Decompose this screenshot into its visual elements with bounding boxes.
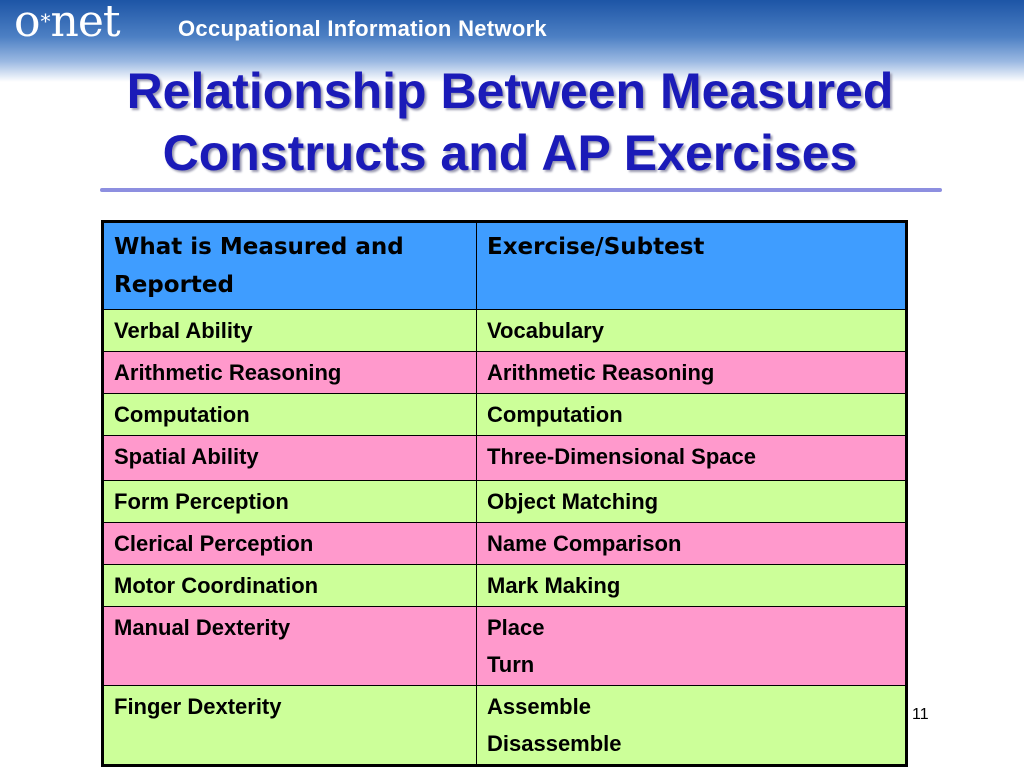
cell-measured: Spatial Ability [103,436,477,481]
cell-exercise [477,481,907,523]
column-header-measured: What is Measured and Reported [103,222,477,310]
constructs-table-container [101,220,905,767]
cell-exercise [477,310,907,352]
exercise-item: Object Matching [487,489,659,514]
cell-exercise [477,607,907,686]
slide-title [40,60,980,184]
table-row [103,310,907,352]
org-name: Occupational Information Network [178,16,547,41]
slide-title-line-1: Relationship Between Measured [126,63,894,119]
exercise-item: Assemble [487,694,591,719]
table-header-row [103,222,907,310]
table-row [103,481,907,523]
cell-exercise [477,565,907,607]
cell-measured: Finger Dexterity [103,686,477,766]
cell-measured: Arithmetic Reasoning [103,352,477,394]
cell-measured: Form Perception [103,481,477,523]
exercise-item: Vocabulary [487,318,604,343]
onet-logo [14,0,120,47]
logo-star-icon: * [40,8,50,33]
exercise-item: Computation [487,402,623,427]
cell-measured: Computation [103,394,477,436]
table-row [103,686,907,766]
table-row [103,394,907,436]
exercise-item: Mark Making [487,573,621,598]
cell-exercise [477,523,907,565]
exercise-item: Place [487,615,545,640]
title-underline [100,188,942,192]
table-row [103,352,907,394]
exercise-item: Disassemble [487,731,622,756]
constructs-table [101,220,908,767]
logo-text-net: net [50,0,120,47]
logo-text-o: o [14,0,40,47]
cell-exercise [477,352,907,394]
slide-title-line-2: Constructs and AP Exercises [162,125,858,181]
exercise-item: Three-Dimensional Space [487,444,756,469]
cell-measured: Clerical Perception [103,523,477,565]
cell-exercise [477,686,907,766]
cell-exercise [477,436,907,481]
table-row [103,436,907,481]
exercise-item: Name Comparison [487,531,682,556]
exercise-item: Turn [487,652,535,677]
page-number: 11 [912,706,929,723]
exercise-item: Arithmetic Reasoning [487,360,715,385]
table-row [103,607,907,686]
cell-measured: Manual Dexterity [103,607,477,686]
cell-measured: Motor Coordination [103,565,477,607]
table-row [103,523,907,565]
cell-exercise [477,394,907,436]
column-header-exercise: Exercise/Subtest [477,222,907,310]
cell-measured: Verbal Ability [103,310,477,352]
table-row [103,565,907,607]
